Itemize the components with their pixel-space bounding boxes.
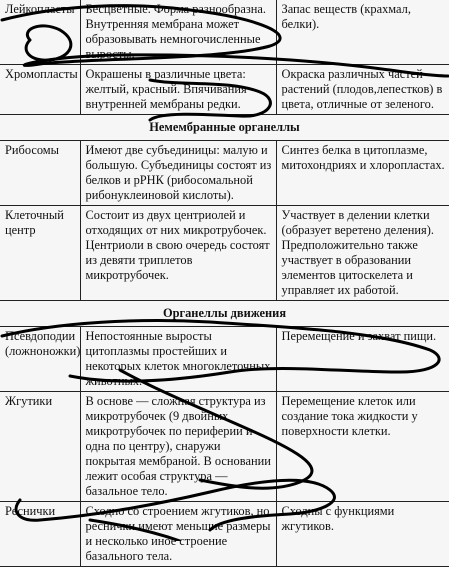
organelle-name: Рибосомы [0,141,80,206]
organelle-name: Жгутики [0,392,80,502]
organelle-name: Лейкопласты [0,0,80,65]
organelle-structure: Сходно со строением жгутиков, но реснички имеют меньшие размеры и несколько иное строение базального тела. [80,502,276,567]
table-row [0,392,449,502]
organelle-structure: Бесцветные. Форма разнообразна. Внутренняя мембрана может образовывать немногочисленные выросты. [80,0,276,65]
table-row [0,65,449,115]
organelle-structure: Имеют две субъединицы: малую и большую. Субъединицы состоят из белков и рРНК (рибосомальной рибонуклеиновой кислоты). [80,141,276,206]
organelle-name: Хромопласты [0,65,80,115]
organelle-function: Синтез белка в цитоплазме, митохондриях и хлоропластах. [276,141,449,206]
table-row [0,206,449,301]
table-row [0,0,449,65]
organelle-structure: Окрашены в различные цвета: желтый, красный. Впячивания внутренней мембраны редки. [80,65,276,115]
organelle-structure: Непостоянные выросты цитоплазмы простейших и некоторых клеток многоклеточных животных. [80,327,276,392]
organelle-function: Окраска различных частей растений (плодов,лепестков) в цвета, отличные от зеленого. [276,65,449,115]
section-row [0,115,449,141]
organelle-function: Перемещение и захват пищи. [276,327,449,392]
section-title: Органеллы движения [0,301,449,327]
organelle-function: Запас веществ (крахмал, белки). [276,0,449,65]
organelle-name: Псевдоподии (ложноножки) [0,327,80,392]
organelle-structure: Состоит из двух центриолей и отходящих от них микротрубочек. Центриоли в свою очередь состоят из девяти триплетов микротрубочек. [80,206,276,301]
section-row [0,301,449,327]
section-title: Немембранные органеллы [0,115,449,141]
organelle-name: Реснички [0,502,80,567]
organelle-name: Клеточный центр [0,206,80,301]
table-row [0,327,449,392]
organelle-structure: В основе — сложная структура из микротрубочек (9 двойных микротрубочек по периферии и одна по центру), снаружи покрытая мембраной. В основании лежит особая структура — базальное тело. [80,392,276,502]
organelle-function: Перемещение клеток или создание тока жидкости у поверхности клетки. [276,392,449,502]
table-row [0,141,449,206]
table-row [0,502,449,567]
organelle-function: Сходны с функциями жгутиков. [276,502,449,567]
organelle-function: Участвует в делении клетки (образует веретено деления). Предположительно также участвует в образовании элементов цитоскелета и управляет их работой. [276,206,449,301]
